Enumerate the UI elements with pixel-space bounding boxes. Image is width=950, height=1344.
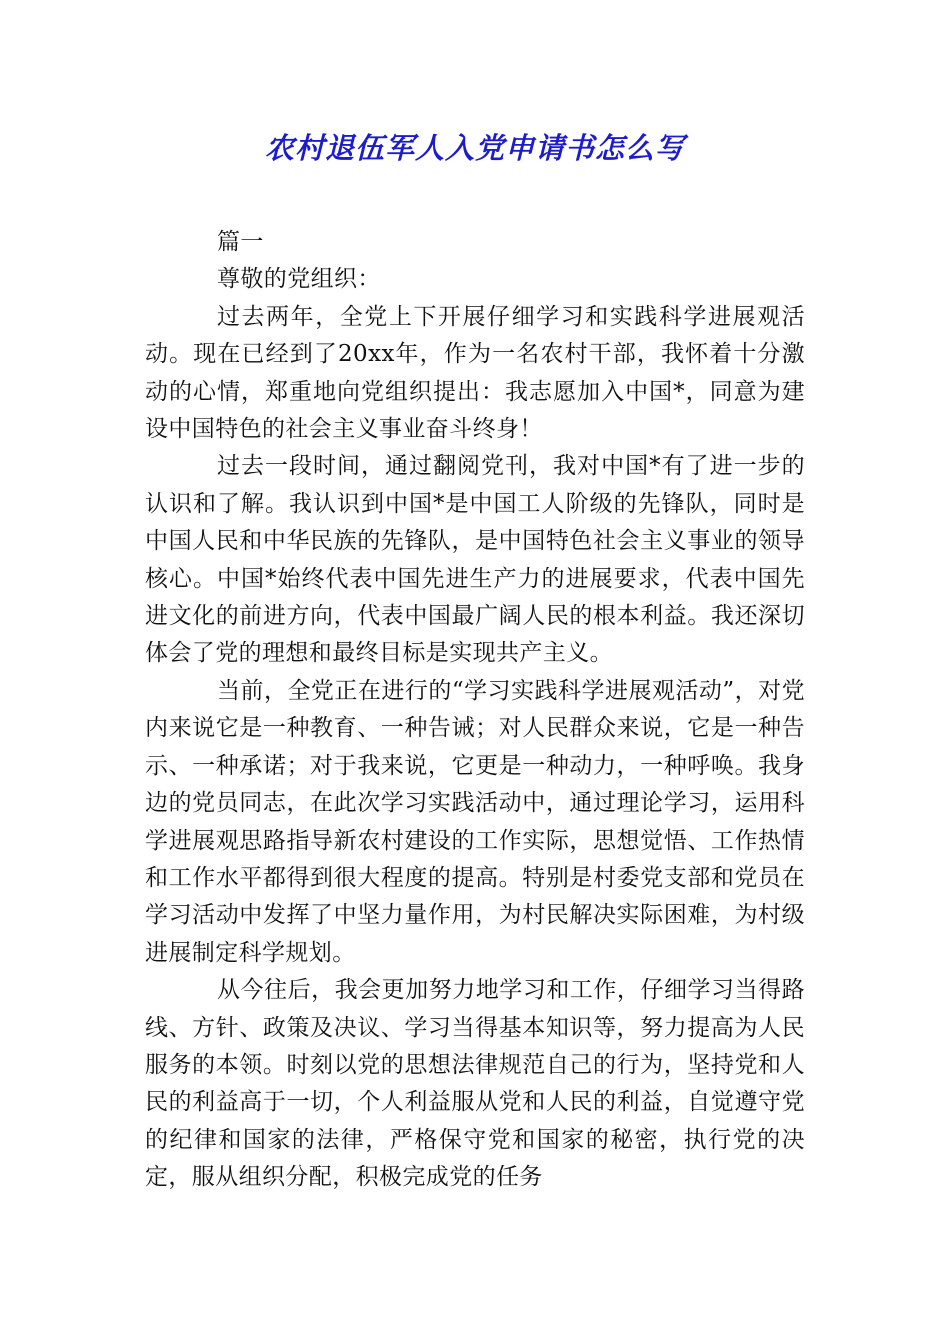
document-title: 农村退伍军人入党申请书怎么写 [264,131,685,165]
document-body [145,224,805,1197]
salutation: 尊敬的党组织： [217,266,381,293]
section-heading: 篇一 [217,229,264,255]
paragraph-3: 当前，全党正在进行的“学习实践科学进展观活动”，对党内来说它是一种教育、一种告诫；对人民群众来说，它是一种告示、一种承诺；对于我来说，它更是一种动力，一种呼唤。我身边的党员同志，在此次学习实践活动中，通过理论学习，运用科学进展观思路指导新农村建设的工作实际，思想觉悟、工作热情和工作水平都得到很大程度的提高。特别是村委党支部和党员在学习活动中发挥了中坚力量作用，为村民解决实际困难，为村级进展制定科学规划。 [145,677,805,966]
paragraph-2: 过去一段时间，通过翻阅党刊，我对中国*有了进一步的认识和了解。我认识到中国*是中国工人阶级的先锋队，同时是中国人民和中华民族的先锋队，是中国特色社会主义事业的领导核心。中国*始终代表中国先进生产力的进展要求，代表中国先进文化的前进方向，代表中国最广阔人民的根本利益。我还深切体会了党的理想和最终目标是实现共产主义。 [145,453,805,667]
paragraph-4: 从今往后，我会更加努力地学习和工作，仔细学习当得路线、方针、政策及决议、学习当得基本知识等，努力提高为人民服务的本领。时刻以党的思想法律规范自己的行为，坚持党和人民的利益高于一切，个人利益服从党和人民的利益，自觉遵守党的纪律和国家的法律，严格保守党和国家的秘密，执行党的决定，服从组织分配，积极完成党的任务 [145,977,805,1191]
paragraph-1: 过去两年，全党上下开展仔细学习和实践科学进展观活动。现在已经到了20xx年，作为一名农村干部，我怀着十分激动的心情，郑重地向党组织提出：我志愿加入中国*，同意为建设中国特色的社会主义事业奋斗终身！ [145,303,805,443]
